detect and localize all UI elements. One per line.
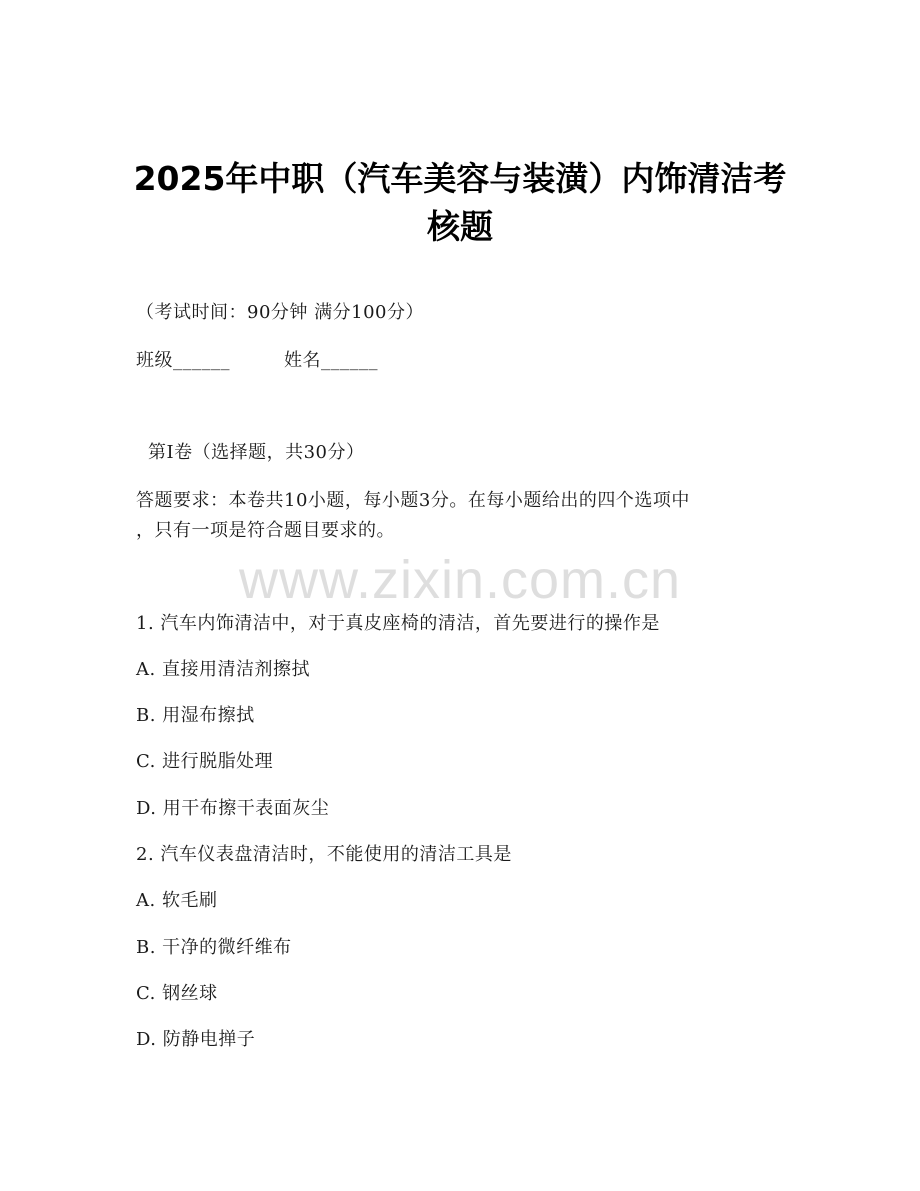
question-1-stem: 1. 汽车内饰清洁中，对于真皮座椅的清洁，首先要进行的操作是 [136,613,660,634]
instructions-line1: 答题要求：本卷共10小题，每小题3分。在每小题给出的四个选项中 [136,490,690,511]
question-2-option-a: A. 软毛刷 [136,890,218,911]
question-1-option-d: D. 用干布擦干表面灰尘 [136,798,330,819]
exam-title-line1: 2025年中职（汽车美容与装潢）内饰清洁考 [133,159,787,198]
question-2-stem: 2. 汽车仪表盘清洁时，不能使用的清洁工具是 [136,844,512,865]
instructions-line2: ，只有一项是符合题目要求的。 [136,520,395,541]
section-heading: 第I卷（选择题，共30分） [148,442,365,463]
question-1-option-c: C. 进行脱脂处理 [136,751,274,772]
exam-info: （考试时间：90分钟 满分100分） [136,302,424,323]
question-2-option-b: B. 干净的微纤维布 [136,937,292,958]
student-info-row [136,348,378,374]
watermark: www.zixin.com.cn [238,550,682,610]
question-2-option-d: D. 防静电掸子 [136,1029,256,1050]
class-field-label: 班级______ [136,350,230,371]
question-1-option-a: A. 直接用清洁剂擦拭 [136,659,310,680]
question-1-option-b: B. 用湿布擦拭 [136,705,255,726]
question-2-option-c: C. 钢丝球 [136,983,218,1004]
name-field-label: 姓名______ [284,350,378,371]
exam-title-line2: 核题 [427,207,493,246]
